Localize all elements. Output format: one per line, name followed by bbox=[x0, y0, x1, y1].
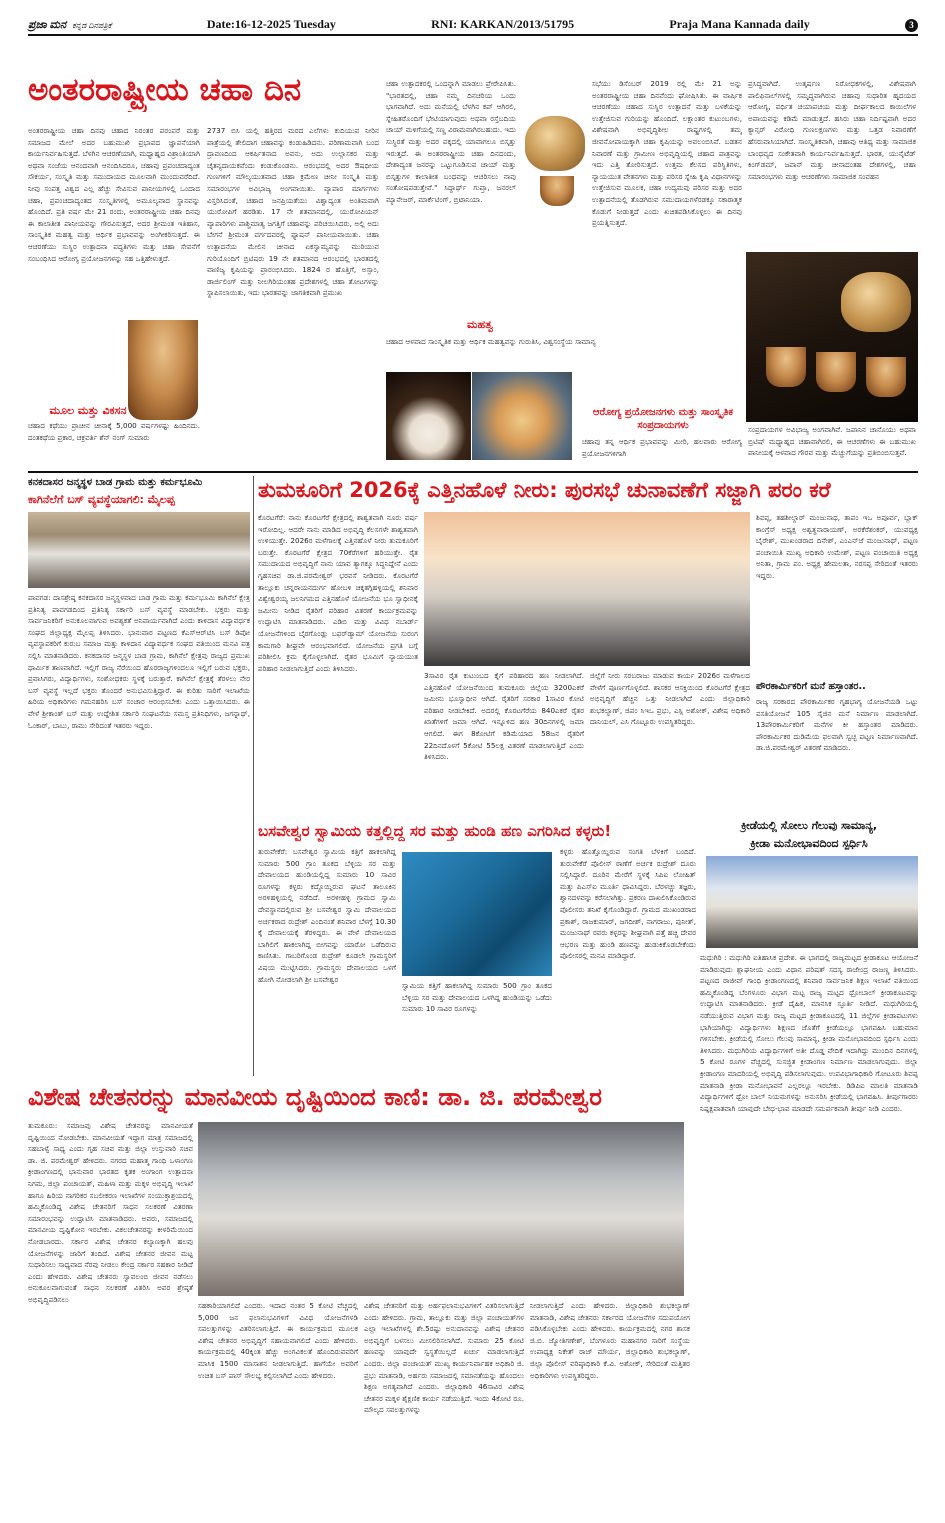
ettinahole-event-photo bbox=[424, 512, 750, 666]
bus-story-kicker: ಕನಕದಾಸರ ಜನ್ಮಸ್ಥಳ ಬಾಡ ಗ್ರಾಮ ಮತ್ತು ಕರ್ಮಭೂಮಿ bbox=[28, 477, 203, 488]
significance-text: ಚಹಾದ ಆಳವಾದ ಸಾಂಸ್ಕೃತಿಕ ಮತ್ತು ಆರ್ಥಿಕ ಮಹತ್ವವನ್ನು ಗುರುತಿಸಿ, ವಿಶ್ವಸಂಸ್ಥೆಯ ಸಾಮಾನ್ಯ bbox=[386, 337, 596, 346]
tumakuru-headline: ತುಮಕೂರಿಗೆ 2026ಕ್ಕೆ ಎತ್ತಿನಹೊಳೆ ನೀರು: ಪುರಸಭೆ ಚುನಾವಣೆಗೆ ಸಜ್ಜಾಗಿ ಪರಂ ಕರೆ bbox=[258, 478, 831, 502]
theft-headline: ಬಸವೇಶ್ವರ ಸ್ವಾಮಿಯ ಕತ್ತಲ್ಲಿದ್ದ ಸರ ಮತ್ತು ಹುಂಡಿ ಹಣ ಎಗರಿಸಿದ ಕಳ್ಳರು! bbox=[258, 822, 612, 840]
bus-story-headline: ಕಾಗಿನೆಲೆಗೆ ಬಸ್ ವ್ಯವಸ್ಥೆಯಾಗಲಿ: ಮೈಲಪ್ಪ bbox=[28, 493, 175, 506]
kettle-icon bbox=[525, 116, 585, 171]
theft-column-1: ತುರುವೇಕೆರೆ: ಬಸವೇಶ್ವರ ಸ್ವಾಮಿಯ ಕತ್ತಿಗೆ ಹಾಕಲಾಗಿದ್ದ ಸುಮಾರು 500 ಗ್ರಾಂ ತೂಕದ ಬೆಳ್ಳಿಯ ಸರ ಮತ್ತು ದೇವಾಲಯದ ಹುಂಡಿಯಲ್ಲಿದ್ದ ಸುಮಾರು 10 ಸಾವಿರ ರೂಗಳನ್ನು ಕಳ್ಳರು ಕದ್ದೊಯ್ದಿರುವ ಘಟನೆ ತಾಲೂಕಿನ ಅರಳಿಹಳ್ಳಿಯಲ್ಲಿ ನಡೆದಿದೆ. ಅರಳೀಹಳ್ಳಿ ಗ್ರಾಮದ ಸ್ವಾಮಿ ದೇವಸ್ಥಾನದಲ್ಲಿರುವ ಶ್ರೀ ಬಸವೇಶ್ವರ ಸ್ವಾಮಿ ದೇವಾಲಯದ ಅರ್ಚಕರಾದ ರುದ್ರೇಶ್ ಎಂದಿನಂತೆ ಶನಿವಾರ ಬೆಳಗ್ಗೆ 10.30 ಕ್ಕೆ ದೇವಾಲಯಕ್ಕೆ ತೆರಳಿದ್ದರು. ಈ ವೇಳೆ ದೇವಾಲಯದ ಬಾಗಿಲಿಗೆ ಹಾಕಲಾಗಿದ್ದ ಬೀಗವನ್ನು ಯಾರೋ ಒಡೆದಿರುವ ಕಾಣಿಸಿತು. ಗಾಬರಿಗೊಂಡ ರುದ್ರೇಶ್ ಕೂಡಲೇ ಗ್ರಾಮಸ್ಥರಿಗೆ ವಿಷಯ ಮುಟ್ಟಿಸಿದರು. ಗ್ರಾಮಸ್ಥರು ದೇವಾಲಯದ ಒಳಗೆ ಹೋಗಿ ನೋಡಲಾಗಿ ಶ್ರೀ ಬಸವೇಶ್ವರ bbox=[258, 847, 396, 984]
column-divider bbox=[253, 476, 254, 1076]
bus-story-body: ಪಾವಗಡ: ದಾಸಶ್ರೇಷ್ಠ ಕನಕದಾಸರ ಜನ್ಮಸ್ಥಳವಾದ ಬಾಡ ಗ್ರಾಮ ಮತ್ತು ಕರ್ಮಭೂಮಿ ಕಾಗಿನೆಲೆ ಕ್ಷೇತ್ರ ಪ್ರತಿನಿತ್ಯ ಪಾವಗಡದಿಂದ ಪ್ರತಿನಿತ್ಯ ಸರ್ಕಾರಿ ಬಸ್ ವ್ಯವಸ್ಥೆ ಮಾಡಬೇಕು. ಭಕ್ತರು ಮತ್ತು ಸಾರ್ವಜನಿಕರಿಗೆ ಅನುಕೂಲವಾಗುವ ಅವಶ್ಯಕತೆ ಅನಿವಾರ್ಯವಾಗಿದೆ ಎಂದು ಕಾಳಿದಾಸ ವಿದ್ಯಾವರ್ಧಕ ಸಂಘದ ಜಿಲ್ಲಾಧ್ಯಕ್ಷ ಮೈಲಪ್ಪ ತಿಳಿಸಿದರು. ಭಾನುವಾರ ಪಟ್ಟಣದ ಕೆಎಸ್‌ಆರ್‌ಟಿಸಿ ಬಸ್ ಡಿಪೋ ವ್ಯವಸ್ಥಾಪಕರಿಗೆ ಕುರುಬ ಸಮಾಜ ಮತ್ತು ಕಾಳಿದಾಸ ವಿದ್ಯಾವರ್ಧಕ ಸಂಘದ ವತಿಯಿಂದ ಮನವಿ ಪತ್ರ ಸಲ್ಲಿಸಿ ಮಾತನಾಡಿದರು. ಕನಕದಾಸರ ಜನ್ಮಸ್ಥಳ ಬಾಡ ಗ್ರಾಮ, ಕಾಗಿನೆಲೆ ಕ್ಷೇತ್ರವು ರಾಜ್ಯದ ಪ್ರಮುಖ ಧಾರ್ಮಿಕ ತಾಣವಾಗಿದೆ. ಇಲ್ಲಿಗೆ ರಾಜ್ಯ ನೆರೆಯಿಂದ ಹೊರರಾಜ್ಯಗಳಿಂದಲೂ ಇಲ್ಲಿಗೆ ಬರುವ ಭಕ್ತರು, ಪ್ರವಾಸಿಗರು, ವಿದ್ಯಾರ್ಥಿಗಳು, ಸಂಶೋಧಕರು ಸ್ಥಳಕ್ಕೆ ಬರುತ್ತಾರೆ. ಕಾಗಿನೆಲೆ ಕ್ಷೇತ್ರಕ್ಕೆ ತೆರಳಲು ನೇರ ಬಸ್ ವ್ಯವಸ್ಥೆ ಇಲ್ಲದೆ ಭಕ್ತರು ತೊಂದರೆ ಅನುಭವಿಸುತ್ತಿದ್ದಾರೆ. ಈ ಕುರಿತು ಸಾರಿಗೆ ಇಲಾಖೆಯ ಹಿರಿಯ ಅಧಿಕಾರಿಗಳು ಗಮನಹರಿಸಿ ಬಸ್ ಸಂಚಾರ ಆರಂಭಿಸಬೇಕು ಎಂದು ಒತ್ತಾಯಿಸಿದರು. ಈ ವೇಳೆ ಶ್ರೀಕಾಂತ್ ಬಸ್ ಮತ್ತು ಉದ್ದೇಶಿತ ಸರ್ಕಾರಿ ಸಂಘಟನೆಯ ಸಮಸ್ತ ಪ್ರತಿನಿಧಿಗಳು, ಜಗನ್ನಾಥ್, ಓಂಕಾರ್, ಬಾಬು, ರಾಮು ಸೇರಿದಂತೆ ಇತರರು ಇದ್ದರು. bbox=[28, 593, 250, 730]
origin-subheading: ಮೂಲ ಮತ್ತು ವಿಕಸನ bbox=[49, 404, 127, 417]
tea-day-column-5: ಪ್ರಸಿದ್ಧವಾಗಿದೆ. ಉತ್ಕರ್ಷಣ ನಿರೋಧಕಗಳಲ್ಲಿ, ವಿಶೇಷವಾಗಿ ಪಾಲಿಫಿನಾಲ್‌ಗಳಲ್ಲಿ ಸಮೃದ್ಧವಾಗಿರುವ ಚಹಾವು ಸುಧಾರಿತ ಹೃದಯದ ಆರೋಗ್ಯ, ವರ್ಧಿತ ಚಯಾಪಚಯ ಮತ್ತು ದೀರ್ಘಕಾಲದ ಕಾಯಿಲೆಗಳ ಅಪಾಯವನ್ನು ಕಡಿಮೆ ಮಾಡುತ್ತದೆ. ಹಸಿರು ಚಹಾ ನಿರ್ದಿಷ್ಟವಾಗಿ ಅದರ ಕ್ಯಾನ್ಸರ್ ವಿರೋಧಿ ಗುಣಲಕ್ಷಣಗಳು ಮತ್ತು ಒತ್ತಡ ನಿವಾರಣೆಗೆ ಹೆಸರುವಾಸಿಯಾಗಿದೆ. ಸಾಂಸ್ಕೃತಿಕವಾಗಿ, ಚಹಾವು ಆತಿಥ್ಯ ಮತ್ತು ಸಾಮಾಜಿಕ ಬಾಂಧವ್ಯದ ಸಂಕೇತವಾಗಿ ಕಾರ್ಯನಿರ್ವಹಿಸುತ್ತದೆ. ಭಾರತ, ಯುನೈಟೆಡ್ ಕಿಂಗ್‌ಡಮ್, ಜಪಾನ್ ಮತ್ತು ಚೀನಾದಂತಹ ದೇಶಗಳಲ್ಲಿ, ಚಹಾ ಸಮಾರಂಭಗಳು ಮತ್ತು ಆಚರಣೆಗಳು ಸಾಮಾಜಿಕ ಸಂವಹನ bbox=[748, 79, 916, 181]
disabled-headline: ವಿಶೇಷ ಚೇತನರನ್ನು ಮಾನವೀಯ ದೃಷ್ಟಿಯಿಂದ ಕಾಣಿ: ಡಾ. ಜಿ. ಪರಮೇಶ್ವರ bbox=[28, 1083, 602, 1111]
disabled-column-2: ಸಹಕಾರಿಯಾಗಲಿದೆ ಎಂದರು. ಇದಾದ ನಂತರ 5 ಕೋಟಿ ವೆಚ್ಚದಲ್ಲಿ 5,000 ಜನ ಫಲಾನುಭವಿಗಳಿಗೆ ವಿವಿಧ ಯೋಜನೆಗಳಡಿ ಸವಲತ್ತುಗಳನ್ನು ವಿತರಿಸಲಾಗುತ್ತಿದೆ. ಈ ಕಾರ್ಯಕ್ರಮದ ಮೂಲಕ ವಿಶೇಷ ಚೇತನರ ಅಭಿವೃದ್ಧಿಗೆ ಸಹಾಯವಾಗಲಿದೆ ಎಂದು ಹೇಳಿದರು. ಕಾರ್ಯಕ್ರಮದಲ್ಲಿ 40ಕ್ಕಿಂತ ಹೆಚ್ಚು ಅಂಗವಿಕಲತೆ ಹೊಂದಿರುವವರಿಗೆ ಮಾಸಿಕ 1500 ಮಾಸಾಶನ ನೀಡಲಾಗುತ್ತಿದೆ. ಹಾಗೆಯೇ ಅವರಿಗೆ ಉಚಿತ ಬಸ್ ಪಾಸ್ ಸೌಲಭ್ಯ ಕಲ್ಪಿಸಲಾಗಿದೆ ಎಂದು ಹೇಳಿದರು. bbox=[198, 1301, 358, 1380]
kettle-and-cups-photo bbox=[746, 252, 918, 422]
tea-day-column-1: ಅಂತರರಾಷ್ಟ್ರೀಯ ಚಹಾ ದಿನವು ಚಹಾದ ನಿರಂತರ ಪರಂಪರೆ ಮತ್ತು ಸಮಾಜದ ಮೇಲೆ ಅದರ ಬಹುಮುಖಿ ಪ್ರಭಾವದ ಜ್ಞಾಪನೆಯಾಗಿ ಕಾರ್ಯನಿರ್ವಹಿಸುತ್ತದೆ. ಬೆಳಗಿನ ಆಚರಣೆಯಾಗಿ, ಮಧ್ಯಾಹ್ನದ ವಿಶ್ರಾಂತಿಯಾಗಿ ಅಥವಾ ಸಂಜೆಯ ಆನಂದವಾಗಿ ಆನಂದಿಸಿದರೂ, ಚಹಾವು ಪ್ರಪಂಚದಾದ್ಯಂತ ಸೌಕರ್ಯ, ಸಂಸ್ಕೃತಿ ಮತ್ತು ಸಮುದಾಯದ ಮೂಲವಾಗಿ ಮುಂದುವರೆದಿದೆ. ನೀವು ಸಂಪತ್ತ ವಿಶ್ವದ ಎಲ್ಲ ಹೆಚ್ಚು ಸೇವಿಸುವ ಪಾನೀಯಗಳಲ್ಲಿ ಒಂದಾದ ಚಹಾ, ಪ್ರಪಂಚದಾದ್ಯಂತದ ಸಂಸ್ಕೃತಿಗಳಲ್ಲಿ ಅಮೂಲ್ಯವಾದ ಸ್ಥಾನವನ್ನು ಹೊಂದಿದೆ. ಪ್ರತಿ ವರ್ಷ ಮೇ 21 ರಂದು, ಅಂತರರಾಷ್ಟ್ರೀಯ ಚಹಾ ದಿನವು ಈ ಕಾಲಾತೀತ ಪಾನೀಯವನ್ನು ಗೌರವಿಸುತ್ತದೆ, ಅದರ ಶ್ರೀಮಂತ ಇತಿಹಾಸ, ಸಾಂಸ್ಕೃತಿಕ ಮಹತ್ವ ಮತ್ತು ಆರ್ಥಿಕ ಪ್ರಭಾವವನ್ನು ಅಂಗೀಕರಿಸುತ್ತದೆ. ಈ ಆಚರಣೆಯು ಸುಸ್ಥಿರ ಉತ್ಪಾದನಾ ಪದ್ಧತಿಗಳು ಮತ್ತು ಚಹಾ ಸೇವನೆಗೆ ಸಂಬಂಧಿಸಿದ ಆರೋಗ್ಯ ಪ್ರಯೋಜನಗಳನ್ನು ಸಹ ಒತ್ತಿಹೇಳುತ್ತದೆ. bbox=[28, 126, 200, 263]
throwball-inauguration-photo bbox=[706, 856, 918, 948]
broken-hundi-photo bbox=[402, 852, 552, 976]
tea-day-column-5-tail: ಸಂಪ್ರದಾಯಗಳ ಅವಿಭಾಜ್ಯ ಅಂಗವಾಗಿವೆ. ಜಪಾನಿನ ಚಾನೊಯು ಅಥವಾ ಬ್ರಿಟಿಷ್ ಮಧ್ಯಾಹ್ನದ ಚಹಾವಾಗಿರಲಿ, ಈ ಆಚರಣೆಗಳು ಈ ಬಹುಮುಖ ಪಾನೀಯಕ್ಕೆ ಆಳವಾದ ಗೌರವ ಮತ್ತು ಮೆಚ್ಚುಗೆಯನ್ನು ಪ್ರತಿಬಿಂಬಿಸುತ್ತವೆ. bbox=[748, 425, 916, 458]
disabled-column-1: ತುಮಕೂರು: ಸಮಾಜವು ವಿಶೇಷ ಚೇತನರನ್ನು ಮಾನವೀಯತೆ ದೃಷ್ಟಿಯಿಂದ ನೋಡಬೇಕು. ಮಾನವೀಯತೆ ಇದ್ದಾಗ ಮಾತ್ರ ಸಮಾಜದಲ್ಲಿ ಸಹಬಾಳ್ವೆ ಸಾಧ್ಯ ಎಂದು ಗೃಹ ಸಚಿವ ಮತ್ತು ಜಿಲ್ಲಾ ಉಸ್ತುವಾರಿ ಸಚಿವ ಡಾ. ಜಿ. ಪರಮೇಶ್ವರ್ ಹೇಳಿದರು. ನಗರದ ಮಹಾತ್ಮ ಗಾಂಧಿ ಒಳಾಂಗಣ ಕ್ರೀಡಾಂಗಣದಲ್ಲಿ ಭಾನುವಾರ ಭಾರತದ ಕೃತಕ ಅಂಗಾಂಗ ಉತ್ಪಾದನಾ ನಿಗಮ, ಜಿಲ್ಲಾ ಪಂಚಾಯತ್, ಮಹಿಳಾ ಮತ್ತು ಮಕ್ಕಳ ಅಭಿವೃದ್ಧಿ ಇಲಾಖೆ ಹಾಗೂ ಹಿರಿಯ ನಾಗರಿಕರ ಸಬಲೀಕರಣ ಇಲಾಖೆಗಳ ಸಂಯುಕ್ತಾಶ್ರಯದಲ್ಲಿ ಹಮ್ಮಿಕೊಂಡಿದ್ದ ವಿಶೇಷ ಚೇತನರಿಗೆ ಸಾಧನ ಸಲಕರಣೆ ವಿತರಣಾ ಸಮಾರಂಭವನ್ನು ಉದ್ಘಾಟಿಸಿ ಮಾತನಾಡಿದರು. ಅವರು, ಸಮಾಜದಲ್ಲಿ ಮಾನವೀಯ ದೃಷ್ಟಿಕೋನ ಇರಬೇಕು. ವಿಕಲಚೇತನರನ್ನು ಕೀಳರಿಮೆಯಿಂದ ನೋಡಬಾರದು. ಸರ್ಕಾರ ವಿಶೇಷ ಚೇತನರ ಕಲ್ಯಾಣಕ್ಕಾಗಿ ಹಲವು ಯೋಜನೆಗಳನ್ನು ಜಾರಿಗೆ ತಂದಿದೆ. ವಿಶೇಷ ಚೇತನರ ಜೀವನ ಮಟ್ಟ ಸುಧಾರಿಸಲು ಸಾಧ್ಯವಾದ ನೆರವು ನೀಡಲು ಕೇಂದ್ರ ಸರ್ಕಾರ ಸಹಕಾರ ನೀಡಿದೆ ಎಂದು ಹೇಳಿದರು. ವಿಶೇಷ ಚೇತನರು ಸ್ವಾವಲಂಬಿ ಜೀವನ ನಡೆಸಲು ಅನುಕೂಲವಾಗುವಂತೆ ಸಾಧನ ಸಲಕರಣೆ ವಿತರಿಸಿ ಅವರ ಶ್ರೇಷ್ಠತೆ ಅಭಿವೃದ್ಧಿಪಡಿಸಲು bbox=[28, 1121, 193, 1304]
tea-cup-icon bbox=[540, 176, 574, 206]
newspaper-logo bbox=[28, 19, 112, 32]
tea-cup-icon bbox=[866, 357, 906, 397]
masthead bbox=[28, 17, 918, 36]
disabled-column-3: ವಿಶೇಷ ಚೇತನರಿಗೆ ಮತ್ತು ಅರ್ಹಫಲಾನುಭವಿಗಳಿಗೆ ವಿತರಿಸಲಾಗುತ್ತಿದೆ ಎಂದು ಹೇಳಿದರು. ಗ್ರಾಮ, ತಾಲ್ಲೂಕು ಮತ್ತು ಜಿಲ್ಲಾ ಪಂಚಾಯತ್‌ಗಳ ಎಲ್ಲಾ ಇಲಾಖೆಗಳಲ್ಲಿ ಶೇ.5ರಷ್ಟು ಅನುದಾನವನ್ನು ವಿಶೇಷ ಚೇತನರ ಅಭಿವೃದ್ಧಿಗೆ ಬಳಸಲು ಮೀಸಲಿರಿಸಲಾಗಿದೆ. ಸುಮಾರು 25 ಕೋಟಿ ಹಣವನ್ನು ಯಾವುದೇ ಸ್ವಸ್ಥತೆಯಿಲ್ಲದೆ ಖರ್ಚು ಮಾಡಲಾಗುತ್ತಿದೆ ಎಂದರು. ಜಿಲ್ಲಾ ಪಂಚಾಯತ್ ಮುಖ್ಯ ಕಾರ್ಯನಿರ್ವಾಹಕ ಅಧಿಕಾರಿ ಜಿ. ಪ್ರಭು ಮಾತನಾಡಿ, ಅರ್ಹರು ಸಮಾಜದಲ್ಲಿ ಸಮಾನತೆಯನ್ನು ಹೊಂದಲು ಶಿಕ್ಷಣ ಅಗತ್ಯವಾಗಿದೆ ಎಂದರು. ಜಿಲ್ಲಾಧಿಕಾರಿ 46ಸಾವಿರ ವಿಶೇಷ ಚೇತನರ ಮಕ್ಕಳ ಶೈಕ್ಷಣಿಕ ಕಾರ್ಯ ನಡೆಯುತ್ತಿದೆ. ಇಂದು 4ಕೋಟಿ ರೂ. ಮೌಲ್ಯದ ಸವಲತ್ತುಗಳನ್ನು bbox=[364, 1301, 524, 1415]
kettle-pour-photo bbox=[515, 76, 595, 206]
tea-day-headline: ಅಂತರರಾಷ್ಟ್ರೀಯ ಚಹಾ ದಿನ bbox=[28, 72, 302, 108]
pourakarmika-subheading: ಪೌರಕಾರ್ಮಿಕರಿಗೆ ಮನೆ ಹಸ್ತಾಂತರ.. bbox=[756, 681, 866, 692]
tea-cup-icon bbox=[816, 352, 856, 392]
chai-glass-photo bbox=[472, 372, 572, 460]
pourakarmika-text: ರಾಜ್ಯ ಸರಕಾರದ ಪೌರಕಾರ್ಮಿಕರ ಗೃಹಭಾಗ್ಯ ಯೋಜನೆಯಡಿ ಒಟ್ಟು ವಸತಿಯೋಜನೆ 105 ಸೈಜಿನ ಮನೆ ನಿರ್ಮಾಣ ಮಾಡಲಾಗಿದೆ. 13ಪೌರಕಾರ್ಮಿಕರಿಗೆ ಮನೆಗಳ ಕೀ ಹಸ್ತಾಂತರ ಮಾಡಿದರು. ಪೌರಕಾರ್ಮಿಕರ ದುಡಿಮೆಯ ಫಲವಾಗಿ ಸ್ವಚ್ಛ ಪಟ್ಟಣ ನಿರ್ಮಾಣವಾಗಿದೆ. ಡಾ.ಜಿ.ಪರಮೇಶ್ವರ್ ವಿತರಣೆ ಮಾಡಿದರು. bbox=[756, 697, 918, 753]
bus-memorandum-photo bbox=[28, 512, 250, 588]
section-divider bbox=[28, 471, 918, 473]
kettle-icon bbox=[841, 272, 911, 332]
health-subheading: ಆರೋಗ್ಯ ಪ್ರಯೋಜನಗಳು ಮತ್ತು ಸಾಂಸ್ಕೃತಿಕ ಸಂಪ್ರದಾಯಗಳು bbox=[592, 407, 734, 431]
sports-headline-line-1: ಕ್ರೀಡೆಯಲ್ಲಿ ಸೋಲು ಗೆಲುವು ಸಾಮಾನ್ಯ, bbox=[740, 819, 878, 832]
tea-day-column-2: 2737 ಬಿಸಿ ಯಲ್ಲಿ ಹತ್ತಿರದ ಮರದ ಎಲೆಗಳು ಕುದಿಯುವ ನೀರಿನ ಪಾತ್ರೆಯಲ್ಲಿ ತೇಲಿದಾಗ ಚಹಾವನ್ನು ಕಂಡುಹಿಡಿದನು. ಪರಿಣಾಮವಾಗಿ ಬಂದ ದ್ರಾವಣದಿಂದ ಆಕರ್ಷಿತನಾದ ಅವನು, ಅದು ಉಲ್ಲಾಸಕರ ಮತ್ತು ಚೈತನ್ಯದಾಯಕವೆಂದು ಕಂಡುಕೊಂಡನು. ಆರಂಭದಲ್ಲಿ ಅದರ ಔಷಧೀಯ ಗುಣಗಳಿಗೆ ಮೌಲ್ಯಯುತವಾದ ಚಹಾ ಕ್ರಮೇಣ ಚೀನೀ ಸಂಸ್ಕೃತಿ ಮತ್ತು ಸಮಾರಂಭಗಳ ಅವಿಭಾಜ್ಯ ಅಂಗವಾಯಿತು. ವ್ಯಾಪಾರ ಮಾರ್ಗಗಳು ವಿಸ್ತರಿಸಿದಂತೆ, ಚಹಾದ ಜನಪ್ರಿಯತೆಯು ವಿಶ್ವಾದ್ಯಂತ ಅಂತಿಮವಾಗಿ ಯುರೋಪಿಗೆ ಹರಡಿತು. 17 ನೇ ಶತಮಾನದಲ್ಲಿ, ಯುರೋಪಿಯನ್ ವ್ಯಾಪಾರಿಗಳು ಪಾಶ್ಚಿಮಾತ್ಯ ಜಗತ್ತಿಗೆ ಚಹಾವನ್ನು ಪರಿಚಯಿಸಿದರು, ಅಲ್ಲಿ ಅದು ಬೇಗನೆ ಶ್ರೀಮಂತ ವರ್ಗದವರಲ್ಲಿ ಫ್ಯಾಷನ್ ಪಾನೀಯವಾಯಿತು. ಚಹಾ ಉತ್ಪಾದನೆಯ ಮೇಲಿನ ಚೀನಾದ ಏಕಸ್ವಾಮ್ಯವನ್ನು ಮುರಿಯುವ ಗುರಿಯೊಂದಿಗೆ ಬ್ರಿಟಿಷರು 19 ನೇ ಶತಮಾನದ ಆರಂಭದಲ್ಲಿ ಭಾರತದಲ್ಲಿ ವಾಣಿಜ್ಯ ಕೃಷಿಯನ್ನು ಪ್ರಾರಂಭಿಸಿದರು. 1824 ರ ಹೊತ್ತಿಗೆ, ಅಸ್ಸಾಂ, ಡಾರ್ಜಿಲಿಂಗ್ ಮತ್ತು ನೀಲಗಿರಿಯಂತಹ ಪ್ರದೇಶಗಳಲ್ಲಿ ಚಹಾ ತೋಟಗಳನ್ನು ಸ್ಥಾಪಿಸಲಾಯಿತು, ಇದು ಭಾರತವನ್ನು ಜಾಗತಿಕವಾಗಿ ಪ್ರಮುಖ bbox=[207, 126, 379, 298]
tumakuru-column-3: ಶಿವಪ್ಪ, ತಹಶೀಲ್ದಾರ್ ಮಂಜುನಾಥ, ತಾಪಂ ಇಒ ಅಪೂರ್ವ, ಬ್ಲಾಕ್ ಕಾಂಗ್ರೆಸ್ ಅಧ್ಯಕ್ಷ ಅಶ್ವತ್ಥನಾರಾಯಣ್, ಅರಕೆರೆಶಂಕರ್, ಯುವಧ್ಯಕ್ಷ ಬೈರೇಶ್, ಮುಖಂಡರಾದ ದಿನೇಶ್, ಎಂಎನ್‌ಜೆ ಮಂಜುನಾಥ್, ಪಟ್ಟಣ ಪಂಚಾಯಿತಿ ಮುಖ್ಯ ಅಧಿಕಾರಿ ಉಮೇಶ್, ಪಟ್ಟಣ ಪಂಚಾಯಿತಿ ಅಧ್ಯಕ್ಷ ಅನಿತಾ, ಗ್ರಾಮ ಪಂ. ಅಧ್ಯಕ್ಷ ಹೇಮಲತಾ, ನರಸಪ್ಪ ಸೇರಿದಂತೆ ಇತರರು ಇದ್ದರು. bbox=[756, 513, 918, 580]
tea-cup-icon bbox=[766, 347, 806, 387]
sports-story-body: ಮಧುಗಿರಿ : ಮಧುಗಿರಿ ಐತಿಹಾಸಿಕ ಪ್ರದೇಶ. ಈ ಭಾಗದಲ್ಲಿ ರಾಜ್ಯಮಟ್ಟದ ಕ್ರೀಡಾಕೂಟ ಆಯೋಜನೆ ಮಾಡಿರುವುದು ಶ್ಲಾಘನೀಯ ಎಂದು ವಿಧಾನ ಪರಿಷತ್ ಸದಸ್ಯ ರಾಜೇಂದ್ರ ರಾಜಣ್ಣ ತಿಳಿಸಿದರು. ಪಟ್ಟಣದ ರಾಜೀವ್ ಗಾಂಧಿ ಕ್ರೀಡಾಂಗಣದಲ್ಲಿ ಶನಿವಾರ ಸಾರ್ವಜನಿಕ ಶಿಕ್ಷಣ ಇಲಾಖೆ ವತಿಯಿಂದ ಹಮ್ಮಿಕೊಂಡಿದ್ದ ಬೆಂಗಳೂರು ವಿಭಾಗ ಮಟ್ಟ ರಾಜ್ಯ ಮಟ್ಟದ ಥ್ರೋಬಾಲ್ ಕ್ರೀಡಾಕೂಟವನ್ನು ಉದ್ಘಾಟಿಸಿ ಮಾತನಾಡಿದರು. ಕ್ರೀಡೆ ದೈಹಿಕ, ಮಾನಸಿಕ ಸ್ಫೂರ್ತಿ ನೀಡಿದೆ. ಮಧುಗಿರಿಯಲ್ಲಿ ನಡೆಯುತ್ತಿರುವ ವಿಭಾಗ ಮತ್ತು ರಾಜ್ಯ ಮಟ್ಟದ ಕ್ರೀಡಾಕೂಟದಲ್ಲಿ 11 ಜಿಲ್ಲೆಗಳ ಕ್ರೀಡಾಪಟುಗಳು ಭಾಗಿಯಾಗಿದ್ದು ವಿದ್ಯಾರ್ಥಿಗಳು ಶಿಕ್ಷಣದ ಜೊತೆಗೆ ಕ್ರೀಡೆಯಲ್ಲೂ ಭಾಗವಹಿಸಿ ಬಹುಮಾನ ಗಳಿಸಬೇಕು. ಕ್ರೀಡೆಯಲ್ಲಿ ಸೋಲು ಗೆಲುವು ಸಾಮಾನ್ಯ, ಕ್ರೀಡಾ ಮನೋಭಾವದಿಂದ ಸ್ಪರ್ಧಿಸಿ ಎಂದು ತಿಳಿಸಿದರು. ಮಧುಗಿರಿಯ ವಿದ್ಯಾರ್ಥಿಗಳಿಗೆ ಅತೀ ದೊಡ್ಡ ವೇದಿಕೆ ಇದಾಗಿದ್ದು ಮುಂದಿನ ದಿನಗಳಲ್ಲಿ 5 ಕೋಟಿ ರೂಗಳ ವೆಚ್ಚದಲ್ಲಿ ಸುಸಜ್ಜಿತ ಕ್ರೀಡಾಂಗಣ ನಿರ್ಮಾಣ ಮಾಡಲಾಗುವುದು. ಜಿಲ್ಲಾ ಕ್ರೀಡಾಂಗಣ ಮಾದರಿಯಲ್ಲಿ ಅಭಿವೃದ್ಧಿ ಪಡಿಸಲಾಗುವುದು. ಉಪವಿಭಾಗಾಧಿಕಾರಿ ಗೋಟೂರು ಶಿವಪ್ಪ ಮಾತನಾಡಿ ಕ್ರೀಡಾ ಮನೋಭಾವನೆ ಎಲ್ಲರಲ್ಲೂ ಇರಬೇಕು. ಡಿಡಿಪಿಐ ಮಾಲತಿ ಮಾತನಾಡಿ ವಿದ್ಯಾರ್ಥಿಗಳಿಗೆ ಥ್ರೋ ಬಾಲ್ ನಿಯಮಗಳನ್ನು ಅನುಸರಿಸಿ ಕ್ರೀಡೆಯಲ್ಲಿ ಭಾಗವಹಿಸಿ. ತೀರ್ಪುಗಾರರು ನಿಷ್ಪಕ್ಷಪಾತವಾಗಿ ಯಾವುದೇ ಬೇಧ-ಭಾವ ಮಾಡದೇ ಸಮರ್ಪಕವಾಗಿ ತೀರ್ಪು ನೀಡಿ ಎಂದರು. bbox=[700, 953, 918, 1113]
paper-name: Praja Mana Kannada daily bbox=[669, 17, 810, 31]
significance-subheading: ಮಹತ್ವ bbox=[467, 318, 493, 331]
issue-date: Date:16-12-2025 Tuesday bbox=[206, 17, 336, 31]
disabled-column-4: ನೀಡಲಾಗುತ್ತಿದೆ ಎಂದು ಹೇಳಿದರು. ಜಿಲ್ಲಾಧಿಕಾರಿ ಶುಭಕಲ್ಯಾಣ್ ಮಾತನಾಡಿ, ವಿಶೇಷ ಚೇತನರು ಸರ್ಕಾರದ ಯೋಜನೆಗಳ ಸದುಪಯೋಗ ಪಡಿಸಿಕೊಳ್ಳಬೇಕು ಎಂದು ಹೇಳಿದರು. ಕಾರ್ಯಕ್ರಮದಲ್ಲಿ ನಗರ ಶಾಸಕ ಜಿ.ಬಿ. ಜ್ಯೋತಿಗಣೇಶ್, ಬೆಂಗಳೂರು ಮಹಾನಗರ ಸಾರಿಗೆ ಸಂಸ್ಥೆಯ ಉಪಾಧ್ಯಕ್ಷ ನಿಕೇತ್ ರಾಜ್ ಮೌರ್ಯ, ಜಿಲ್ಲಾಧಿಕಾರಿ ಶುಭಕಲ್ಯಾಣ್, ಜಿಲ್ಲಾ ಪೊಲೀಸ್ ವರಿಷ್ಠಾಧಿಕಾರಿ ಕೆ.ವಿ. ಅಶೋಕ್, ಸೇರಿದಂತೆ ಮತ್ತಿತರ ಅಧಿಕಾರಿಗಳು ಉಪಸ್ಥಿತರಿದ್ದರು. bbox=[530, 1301, 690, 1380]
tea-day-column-3: ಚಹಾ ಉತ್ಪಾದಕರಲ್ಲಿ ಒಂದನ್ನಾಗಿ ಮಾಡಲು ಪ್ರೇರೇಪಿಸಿತು. "ಭಾರತದಲ್ಲಿ, ಚಹಾ ನಮ್ಮ ದಿನಚರಿಯ ಒಂದು ಭಾಗವಾಗಿದೆ. ಅದು ಮನೆಯಲ್ಲಿ ಬೆಳಗಿನ ಕಪ್ ಆಗಿರಲಿ, ಸ್ನೇಹಿತರೊಂದಿಗೆ ಭೇಟಿಯಾಗುವುದು ಅಥವಾ ರಸ್ತೆಬದಿಯ ಚಾಯ್ ಮಳಿಗೆಯಲ್ಲಿ ಸಣ್ಣ ವಿರಾಮವಾಗಿರಬಹುದು. ಇದು ಸುಸ್ಥಿರತೆ ಮತ್ತು ಅದರ ಪಕ್ಕದಲ್ಲಿ ಯಾವಾಗಲೂ ಬಿಸ್ಕತ್ತು ಇರುತ್ತದೆ. ಈ ಅಂತರರಾಷ್ಟ್ರೀಯ ಚಹಾ ದಿನದಂದು, ದೇಶಾದ್ಯಂತ ಜನರನ್ನು ಒಟ್ಟುಗೂಡಿಸುವ ಚಾಯ್ ಮತ್ತು ಬಿಸ್ಕತ್ತುಗಳ ಕಾಲಾತೀತ ಬಂಧವನ್ನು ಆಚರಿಸಲು ನಾವು ಸಂತೋಷಪಡುತ್ತೇವೆ." ಸಿದ್ಧಾರ್ಥ್ ಗುಪ್ತಾ, ಜನರಲ್ ಮ್ಯಾನೇಜರ್, ಮಾರ್ಕೆಟಿಂಗ್, ಬ್ರಿಟಾನಿಯಾ. bbox=[386, 79, 516, 204]
health-text: ಚಹಾವು ತನ್ನ ಆರ್ಥಿಕ ಪ್ರಭಾವವನ್ನು ಮೀರಿ, ಹಲವಾರು ಆರೋಗ್ಯ ಪ್ರಯೋಜನಗಳಿಗಾಗಿ bbox=[582, 437, 742, 458]
logo-subtitle: ಕನ್ನಡ ದಿನಪತ್ರಿಕೆ bbox=[72, 21, 112, 30]
wheelchair-distribution-photo bbox=[198, 1122, 684, 1296]
coffee-cup-photo bbox=[386, 372, 471, 460]
tumakuru-column-1: ಕೊರಟಗೆರೆ: ನಾನು ಕೊರಟಗೆರೆ ಕ್ಷೇತ್ರದಲ್ಲಿ ಶಾಶ್ವತವಾಗಿ ನೂರು ವರ್ಷ ಇರೋದಿಲ್ಲ. ಆದರೇ ನಾನು ಮಾಡಿದ ಅಭಿವೃದ್ಧಿ ಕೆಲಸಗಳೇ ಶಾಶ್ವತವಾಗಿ ಉಳಿಯುತ್ತೇ. 2026ರ ಮಳೆಗಾಲಕ್ಕೆ ಎತ್ತಿನಹೊಳೆ ನೀರು ತುಮಕೂರಿಗೆ ಬರುತ್ತೇ. ಕೊರಟಗೆರೆ ಕ್ಷೇತ್ರದ 70ಕೆರೆಗಳಿಗೆ ಹರಿಯುತ್ತೇ. ರೈತ ಸಮುದಾಯದ ಅಭಿವೃದ್ಧಿಗೆ ನಾನು ಯಾವ ತ್ಯಾಗಕ್ಕೂ ಸಿದ್ಧನಿದ್ದೇನೆ ಎಂದು ಗೃಹಸಚಿವ ಡಾ.ಜಿ.ಪರಮೇಶ್ವರ್ ಭರವಸೆ ನೀಡಿದರು. ಕೊರಟಗೆರೆ ತಾಲ್ಲೂಕು ಚನ್ನರಾಯನದುರ್ಗ ಹೋಬಳಿ ಚಿಕ್ಕತಗ್ಗಿಹಳ್ಳಿಯಲ್ಲಿ ಶನಿವಾರ ವಿಶ್ವೇಶ್ವರಯ್ಯ ಜಲನಿಗಮದ ಎತ್ತಿನಹೊಳೆ ಯೋಜನೆಯ ಭೂ ಸ್ವಾಧೀನಕ್ಕೆ ಜಮೀನು ನೀಡಿದ ರೈತರಿಗೆ ಪರಿಹಾರ ವಿತರಣೆ ಕಾರ್ಯಕ್ರಮವನ್ನು ಉದ್ಘಾಟಿಸಿ ಮಾತನಾಡಿದರು. ಎಡಿಬಿ ಮತ್ತು ವಿವಿಧ ನಬಾರ್ಡ್ ಯೋಜನೆಗಳಿಂದ ಬೈರಗೊಂಡ್ಲು ಬಫರ್‌ಡ್ಯಾಮ್ ಯೋಜನೆಯ ಸುರಂಗ ಕಾಮಗಾರಿ ಶೀಘ್ರವೇ ಆರಂಭವಾಗಲಿದೆ. ಯೋಜನೆಯ ಪ್ರಗತಿ ಬಗ್ಗೆ ಪರಿಶೀಲಿಸಿ ಕ್ರಮ ಕೈಗೊಳ್ಳಲಾಗಿದೆ. ರೈತರ ಭೂಮಿಗೆ ನ್ಯಾಯಯುತ ಪರಿಹಾರ ನೀಡಲಾಗುತ್ತಿದೆ ಎಂದು ತಿಳಿಸಿದರು. bbox=[258, 513, 418, 673]
sports-headline-line-2: ಕ್ರೀಡಾ ಮನೋಭಾವದಿಂದ ಸ್ಪರ್ಧಿಸಿ bbox=[750, 837, 868, 850]
tumakuru-column-2-bottom: ಜಿಲ್ಲೆಗೆ ನೀರು ಸರಬರಾಜು ಮಾಡುವ ಕಾರ್ಯ 2026ರ ಮಳೆಗಾಲದ ವೇಳೆಗೆ ಪೂರ್ಣಗೊಳ್ಳಲಿದೆ. ಶಾಸಕರ ಆಸಕ್ತಿಯಿಂದ ಕೊರಟಗೆರೆ ಕ್ಷೇತ್ರದ ಅಭಿವೃದ್ಧಿಗೆ ಹೆಚ್ಚಿನ ಒತ್ತು ನೀಡಲಾಗಿದೆ ಎಂದು ಜಿಲ್ಲಾಧಿಕಾರಿ ಶುಭಕಲ್ಯಾಣ್, ಜಿಪಂ ಸಿಇಒ ಪ್ರಭು, ಎಸ್ಪಿ ಅಶೋಕ್, ವಿಶೇಷ ಅಧಿಕಾರಿ ದಾನಿಯಲ್, ಎಸಿ ಗೊಟ್ಟೂರು ಉಪಸ್ಥಿತರಿದ್ದರು. bbox=[590, 671, 750, 727]
theft-caption: ಸ್ವಾಮಿಯ ಕತ್ತಿಗೆ ಹಾಕಲಾಗಿದ್ದ ಸುಮಾರು 500 ಗ್ರಾಂ ತೂಕದ ಬೆಳ್ಳಿಯ ಸರ ಮತ್ತು ದೇವಾಲಯದ ಒಳಗಿದ್ದ ಹುಂಡಿಯನ್ನು ಒಡೆದು ಸುಮಾರು 10 ಸಾವಿರ ರೂಗಳನ್ನು bbox=[402, 981, 552, 1014]
logo-text: ಪ್ರಜಾ ಮನ bbox=[28, 19, 67, 31]
tumakuru-column-2: 3ಸಾವಿರ ರೈತ ಕುಟುಂಬದ ಕೈಗೆ ಪರಿಹಾರದ ಹಣ ನೀಡಲಾಗಿದೆ. ಎತ್ತಿನಹೊಳೆ ಯೋಜನೆಯಿಂದ ತುಮಕೂರು ಜಿಲ್ಲೆಯ 3200ಎಕರೆ ಜಮೀನು ಭೂಸ್ವಾಧೀನ ಆಗಿದೆ. ರೈತರಿಗೆ ಸರಕಾರ 1ಸಾವಿರ ಕೋಟಿ ಪರಿಹಾರ ನೀಡಬೇಕಿದೆ. ಅದರಲ್ಲಿ ಕೊರಟಗೆರೆಯ 840ಎಕರೆ ರೈತರ ಖಾತೆಗಳಿಗೆ ಜಮಾ ಆಗಿದೆ. ಇನ್ನೂಳಿದ ಹಣ 30ದಿನಗಳಲ್ಲಿ ಜಮಾ ಆಗಲಿದೆ. ಈಗ 8ಕೋಟಿಗೆ ಕಡಿಮೆಯಾದ 58ಜನ ರೈತರಿಗೆ 22ದಿನದೊಳಗೆ 5ಕೋಟಿ 55ಲಕ್ಷ ವಿತರಣೆ ಮಾಡಲಾಗುತ್ತಿದೆ ಎಂದು ತಿಳಿಸಿದರು. bbox=[424, 671, 584, 762]
origin-text: ಚಹಾದ ಕಥೆಯು ಪ್ರಾಚೀನ ಚೀನಾಕ್ಕೆ 5,000 ವರ್ಷಗಳಷ್ಟು ಹಿಂದಿನದು. ದಂತಕಥೆಯ ಪ್ರಕಾರ, ಚಕ್ರವರ್ತಿ ಶೆನ್ ನಂಗ್ ಸುಮಾರು bbox=[28, 421, 200, 442]
tea-day-column-4: ಸಭೆಯು ಡಿಸೆಂಬರ್ 2019 ರಲ್ಲಿ ಮೇ 21 ಅನ್ನು ಅಂತರರಾಷ್ಟ್ರೀಯ ಚಹಾ ದಿನವೆಂದು ಘೋಷಿಸಿತು. ಈ ವಾರ್ಷಿಕ ಆಚರಣೆಯು ಚಹಾದ ಸುಸ್ಥಿರ ಉತ್ಪಾದನೆ ಮತ್ತು ಬಳಕೆಯನ್ನು ಉತ್ತೇಜಿಸುವ ಗುರಿಯನ್ನು ಹೊಂದಿದೆ. ಲಕ್ಷಾಂತರ ಕುಟುಂಬಗಳು, ವಿಶೇಷವಾಗಿ ಅಭಿವೃದ್ಧಿಶೀಲ ರಾಷ್ಟ್ರಗಳಲ್ಲಿ ತಮ್ಮ ಜೀವನೋಪಾಯಕ್ಕಾಗಿ ಚಹಾ ಕೃಷಿಯನ್ನು ಅವಲಂಬಿಸಿವೆ. ಬಡತನ ನಿವಾರಣೆ ಮತ್ತು ಗ್ರಾಮೀಣ ಅಭಿವೃದ್ಧಿಯಲ್ಲಿ ಚಹಾದ ಪಾತ್ರವನ್ನು ಇದು ಎತ್ತಿ ತೋರಿಸುತ್ತದೆ. ಉತ್ತಮ ಕೆಲಸದ ಪರಿಸ್ಥಿತಿಗಳು, ನ್ಯಾಯಯುತ ವೇತನಗಳು ಮತ್ತು ಪರಿಸರ ಸ್ನೇಹಿ ಕೃಷಿ ವಿಧಾನಗಳನ್ನು ಉತ್ತೇಜಿಸುವ ಮೂಲಕ, ಚಹಾ ಉದ್ಯಮವು ಪರಿಸರ ಮತ್ತು ಅದರ ಉತ್ಪಾದನೆಯಲ್ಲಿ ತೊಡಗಿರುವ ಸಮುದಾಯಗಳೆರಡಕ್ಕೂ ಸಕಾರಾತ್ಮಕ ಕೊಡುಗೆ ನೀಡುತ್ತದೆ ಎಂದು ಖಚಿತಪಡಿಸಿಕೊಳ್ಳಲು ಈ ದಿನವು ಪ್ರಯತ್ನಿಸುತ್ತದೆ. bbox=[592, 79, 742, 228]
page-number: 3 bbox=[905, 19, 918, 32]
rni-number: RNI: KARKAN/2013/51795 bbox=[431, 17, 575, 31]
theft-column-3: ಕಳ್ಳರು ಹೊತ್ತೊಯ್ದಿರುವ ಸಂಗತಿ ಬೆಳಕಿಗೆ ಬಂದಿದೆ. ತುರುವೇಕೆರೆ ಪೊಲೀಸ್ ಠಾಣೆಗೆ ಅರ್ಚಕ ರುದ್ರೇಶ್ ದೂರು ಸಲ್ಲಿಸಿದ್ದಾರೆ. ದೂರಿನ ಮೇರೆಗೆ ಸ್ಥಳಕ್ಕೆ ಸಿಪಿಐ ಲೋಹಿತ್ ಮತ್ತು ಪಿಎಸ್ಐ ಮೂರ್ತಿ ಧಾವಿಸಿದ್ದರು. ಬೆರಳಚ್ಚು ತಜ್ಞರು, ಶ್ವಾನದಳವನ್ನು ಕರೆಸಲಾಗಿತ್ತು. ಪ್ರಕರಣ ದಾಖಲಿಸಿಕೊಂಡಿರುವ ಪೊಲೀಸರು ತನಿಖೆ ಕೈಗೊಂಡಿದ್ದಾರೆ. ಗ್ರಾಮದ ಮುಖಂಡರಾದ ಪ್ರಕಾಶ್, ರಾಜಕುಮಾರ್, ಜಗದೀಶ್, ನಾಗರಾಜು, ಪುನೀತ್, ಮಂಜುನಾಥ್ ರವರು ಕಳ್ಳರನ್ನು ಶೀಘ್ರವಾಗಿ ಪತ್ತೆ ಹಚ್ಚಿ ದೇವರ ಆಭರಣ ಮತ್ತು ಹುಂಡಿ ಹಣವನ್ನು ಹುಡುಕಿಕೊಡಬೇಕೆಂದು ಪೊಲೀಸರಲ್ಲಿ ಮನವಿ ಮಾಡಿದ್ದಾರೆ. bbox=[560, 847, 696, 961]
